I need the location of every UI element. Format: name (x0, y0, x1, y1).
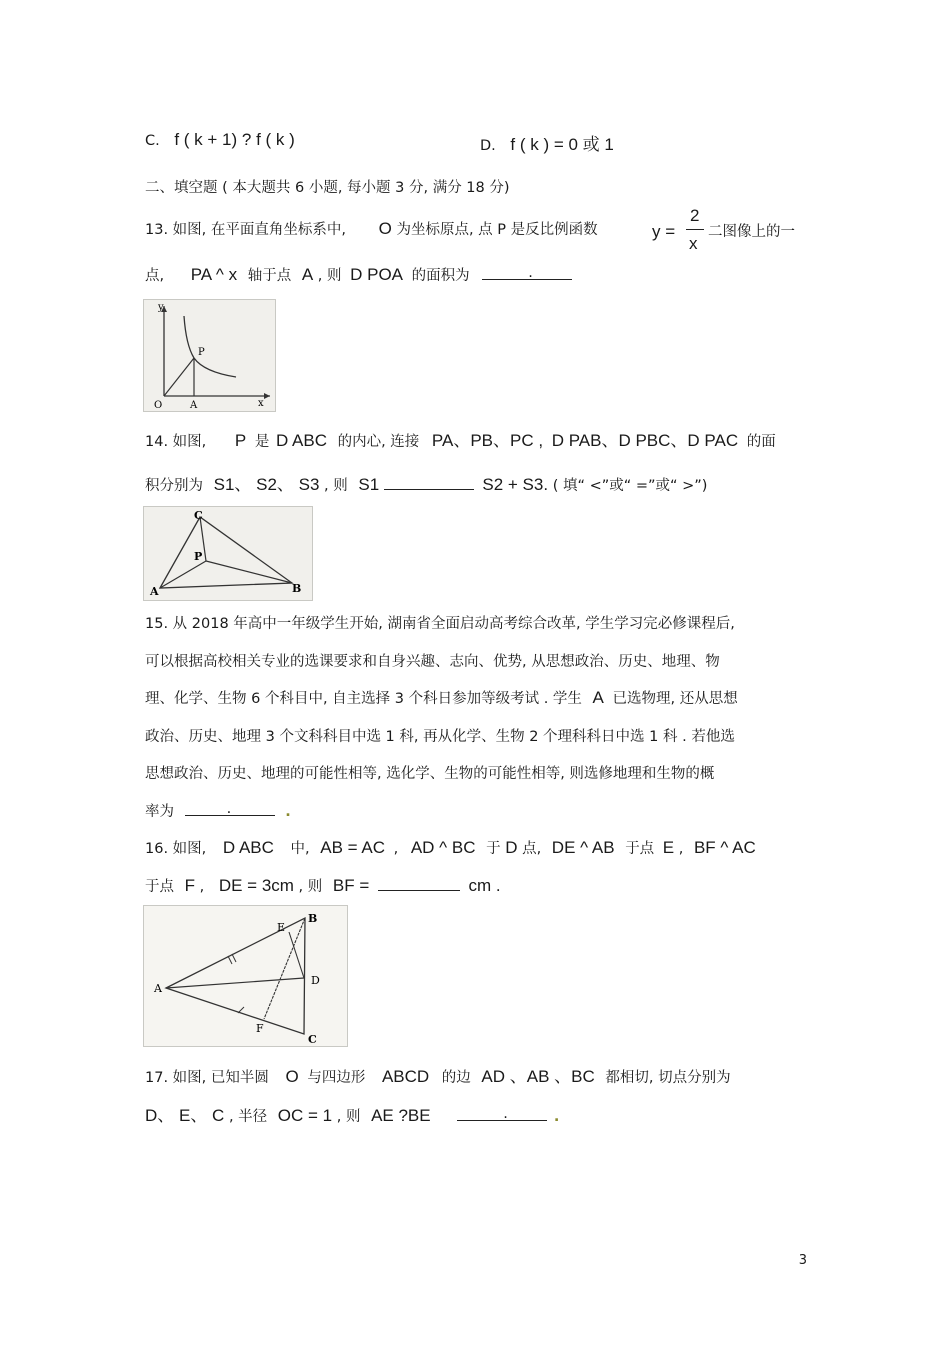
q15-text: 理、化学、生物 6 个科目中, 自主选择 3 个科日参加等级考试 . 学生 (145, 691, 582, 707)
page-number: 3 (798, 1253, 807, 1268)
fig-label-p: P (198, 347, 205, 358)
q15-line4: 政治、历史、地理 3 个文科科目中选 1 科, 再从化学、生物 2 个理科科日中选 1 科 . 若他选 (145, 729, 735, 745)
q16-expr: DE = 3cm (218, 876, 294, 895)
q16-line1 (145, 837, 756, 858)
answer-blank (482, 263, 572, 280)
fig-label-c: C (194, 509, 203, 522)
q16-expr: D ABC (222, 838, 274, 857)
q14-text: 积分别为 (145, 478, 203, 494)
q17-text: 17. 如图, 已知半圆 (145, 1070, 269, 1086)
q13-var: O (378, 219, 392, 238)
q16-var: D (505, 838, 518, 857)
blank-dot: . (503, 1106, 508, 1122)
answer-blank (378, 874, 460, 891)
q13-text: 13. 如图, 在平面直角坐标系中, (145, 222, 351, 238)
answer-blank (384, 473, 474, 490)
q16-expr: AB = AC (320, 838, 385, 857)
q17-line2 (145, 1101, 559, 1126)
q16-text: , 则 (298, 879, 323, 895)
q15-line6 (145, 799, 291, 821)
q14-expr: S2 + S3. (482, 475, 549, 494)
q16-expr: BF ^ AC (693, 838, 756, 857)
q17-line1 (145, 1062, 731, 1087)
q14-expr: PA、PB、PC , (431, 431, 544, 450)
q13-text: 点, (145, 268, 165, 284)
fig-label-e: E (277, 921, 286, 934)
q13-y-eq: y = (652, 222, 676, 241)
q13-text: 为坐标原点, 点 P 是反比例函数 (396, 222, 598, 238)
q14-triangle (144, 507, 312, 600)
q13-expr: PA ^ x (190, 265, 238, 284)
q17-text: , 半径 (228, 1109, 268, 1125)
q13-frac-num: 2 (690, 206, 700, 225)
q14-figure (143, 506, 313, 601)
q17-expr: AD 、AB 、BC (481, 1067, 595, 1086)
q16-var: F (184, 876, 195, 895)
q13-var: A (301, 265, 314, 284)
end-dot: . (285, 804, 291, 820)
q15-text: 率为 (145, 804, 174, 820)
fig-label-o: O (154, 400, 163, 411)
q14-line1 (145, 426, 776, 451)
q16-text: 中, (290, 841, 310, 857)
q16-text: 点, (522, 841, 542, 857)
q17-expr: OC = 1 (277, 1106, 333, 1125)
q14-text: 14. 如图, (145, 434, 207, 450)
fig-label-y: y (158, 302, 164, 313)
q16-text: , (199, 879, 205, 895)
q14-expr: D PAB、D PBC、D PAC (551, 431, 739, 450)
q16-triangle (144, 906, 347, 1046)
q14-text: 的面 (746, 434, 776, 450)
fig-label-x: x (258, 398, 264, 409)
q13-line1 (145, 218, 598, 239)
q16-var: E (662, 838, 675, 857)
option-expr: f ( k ) = 0 或 1 (510, 135, 614, 154)
q16-figure (143, 905, 348, 1047)
q17-expr: AE ?BE (371, 1106, 431, 1125)
fig-label-a: A (154, 982, 162, 995)
q17-var: O (285, 1067, 299, 1086)
q15-var: A (592, 688, 604, 707)
q15-line3 (145, 687, 738, 708)
q16-text: , (678, 841, 684, 857)
q17-text: 与四边形 (307, 1070, 366, 1086)
option-label: D. (480, 138, 496, 154)
q16-unit: cm . (468, 876, 501, 895)
fig-label-p: P (194, 550, 203, 563)
q16-text: , (393, 841, 399, 857)
q16-text: 于 (486, 841, 501, 857)
q17-expr: D、 E、 C (145, 1106, 225, 1125)
fig-label-c: C (308, 1033, 317, 1046)
q15-line5: 思想政治、历史、地理的可能性相等, 选化学、生物的可能性相等, 则选修地理和生物的概 (145, 766, 715, 782)
q13-expr: D POA (350, 265, 404, 284)
q14-text: 是 (254, 434, 270, 450)
q13-figure (143, 299, 276, 412)
q14-expr: D ABC (275, 431, 327, 450)
q16-text: 于点 (625, 841, 655, 857)
q14-text: , 则 (324, 478, 348, 494)
q14-var: P (234, 431, 247, 450)
q16-expr: AD ^ BC (410, 838, 476, 857)
section-header: 二、填空题 ( 本大题共 6 小题, 每小题 3 分, 满分 18 分) (145, 180, 510, 196)
q16-text: 16. 如图, (145, 841, 207, 857)
q13-text: 的面积为 (411, 268, 470, 284)
q16-expr: DE ^ AB (551, 838, 615, 857)
option-label: C. (145, 133, 160, 149)
fig-label-d: D (311, 974, 320, 987)
answer-blank (185, 799, 275, 816)
q14-expr: S1 (358, 475, 380, 494)
q14-line2 (145, 470, 707, 495)
q16-expr: BF = (332, 876, 370, 895)
q13-text: 轴于点 (247, 268, 292, 284)
fig-label-a: A (150, 585, 159, 598)
q15-line2: 可以根据高校相关专业的选课要求和自身兴趣、志向、优势, 从思想政治、历史、地理、物 (145, 654, 720, 670)
answer-blank (457, 1104, 547, 1121)
fig-label-a: A (190, 400, 198, 411)
q12-option-c (145, 130, 295, 150)
q13-text: , 则 (317, 268, 342, 284)
q12-option-d (480, 130, 614, 155)
fig-label-f: F (256, 1022, 264, 1035)
q13-frac-bar (686, 229, 704, 230)
q14-text: 的内心, 连接 (337, 434, 420, 450)
q14-text: ( 填“ <”或“ =”或“ >”) (552, 478, 708, 494)
q16-text: 于点 (145, 879, 174, 895)
q17-expr: ABCD (381, 1067, 430, 1086)
blank-dot: . (226, 801, 232, 817)
q13-graph (144, 300, 275, 411)
q17-text: , 则 (336, 1109, 361, 1125)
fig-label-b: B (292, 582, 302, 595)
fig-label-b: B (308, 912, 318, 925)
q15-line1: 15. 从 2018 年高中一年级学生开始, 湖南省全面启动高考综合改革, 学生学习完必修课程后, (145, 616, 735, 632)
option-expr: f ( k + 1) ? f ( k ) (174, 130, 295, 149)
q13-frac-den: x (689, 234, 698, 253)
q13-text: 二图像上的一 (708, 224, 795, 240)
q14-expr: S1、 S2、 S3 (213, 475, 320, 494)
blank-dot: . (528, 265, 533, 281)
q15-text: 已选物理, 还从思想 (612, 691, 738, 707)
q17-text: 都相切, 切点分别为 (605, 1070, 731, 1086)
q13-line2 (145, 263, 572, 285)
end-dot: . (553, 1109, 560, 1125)
q16-line2 (145, 874, 501, 896)
q17-text: 的边 (441, 1070, 471, 1086)
